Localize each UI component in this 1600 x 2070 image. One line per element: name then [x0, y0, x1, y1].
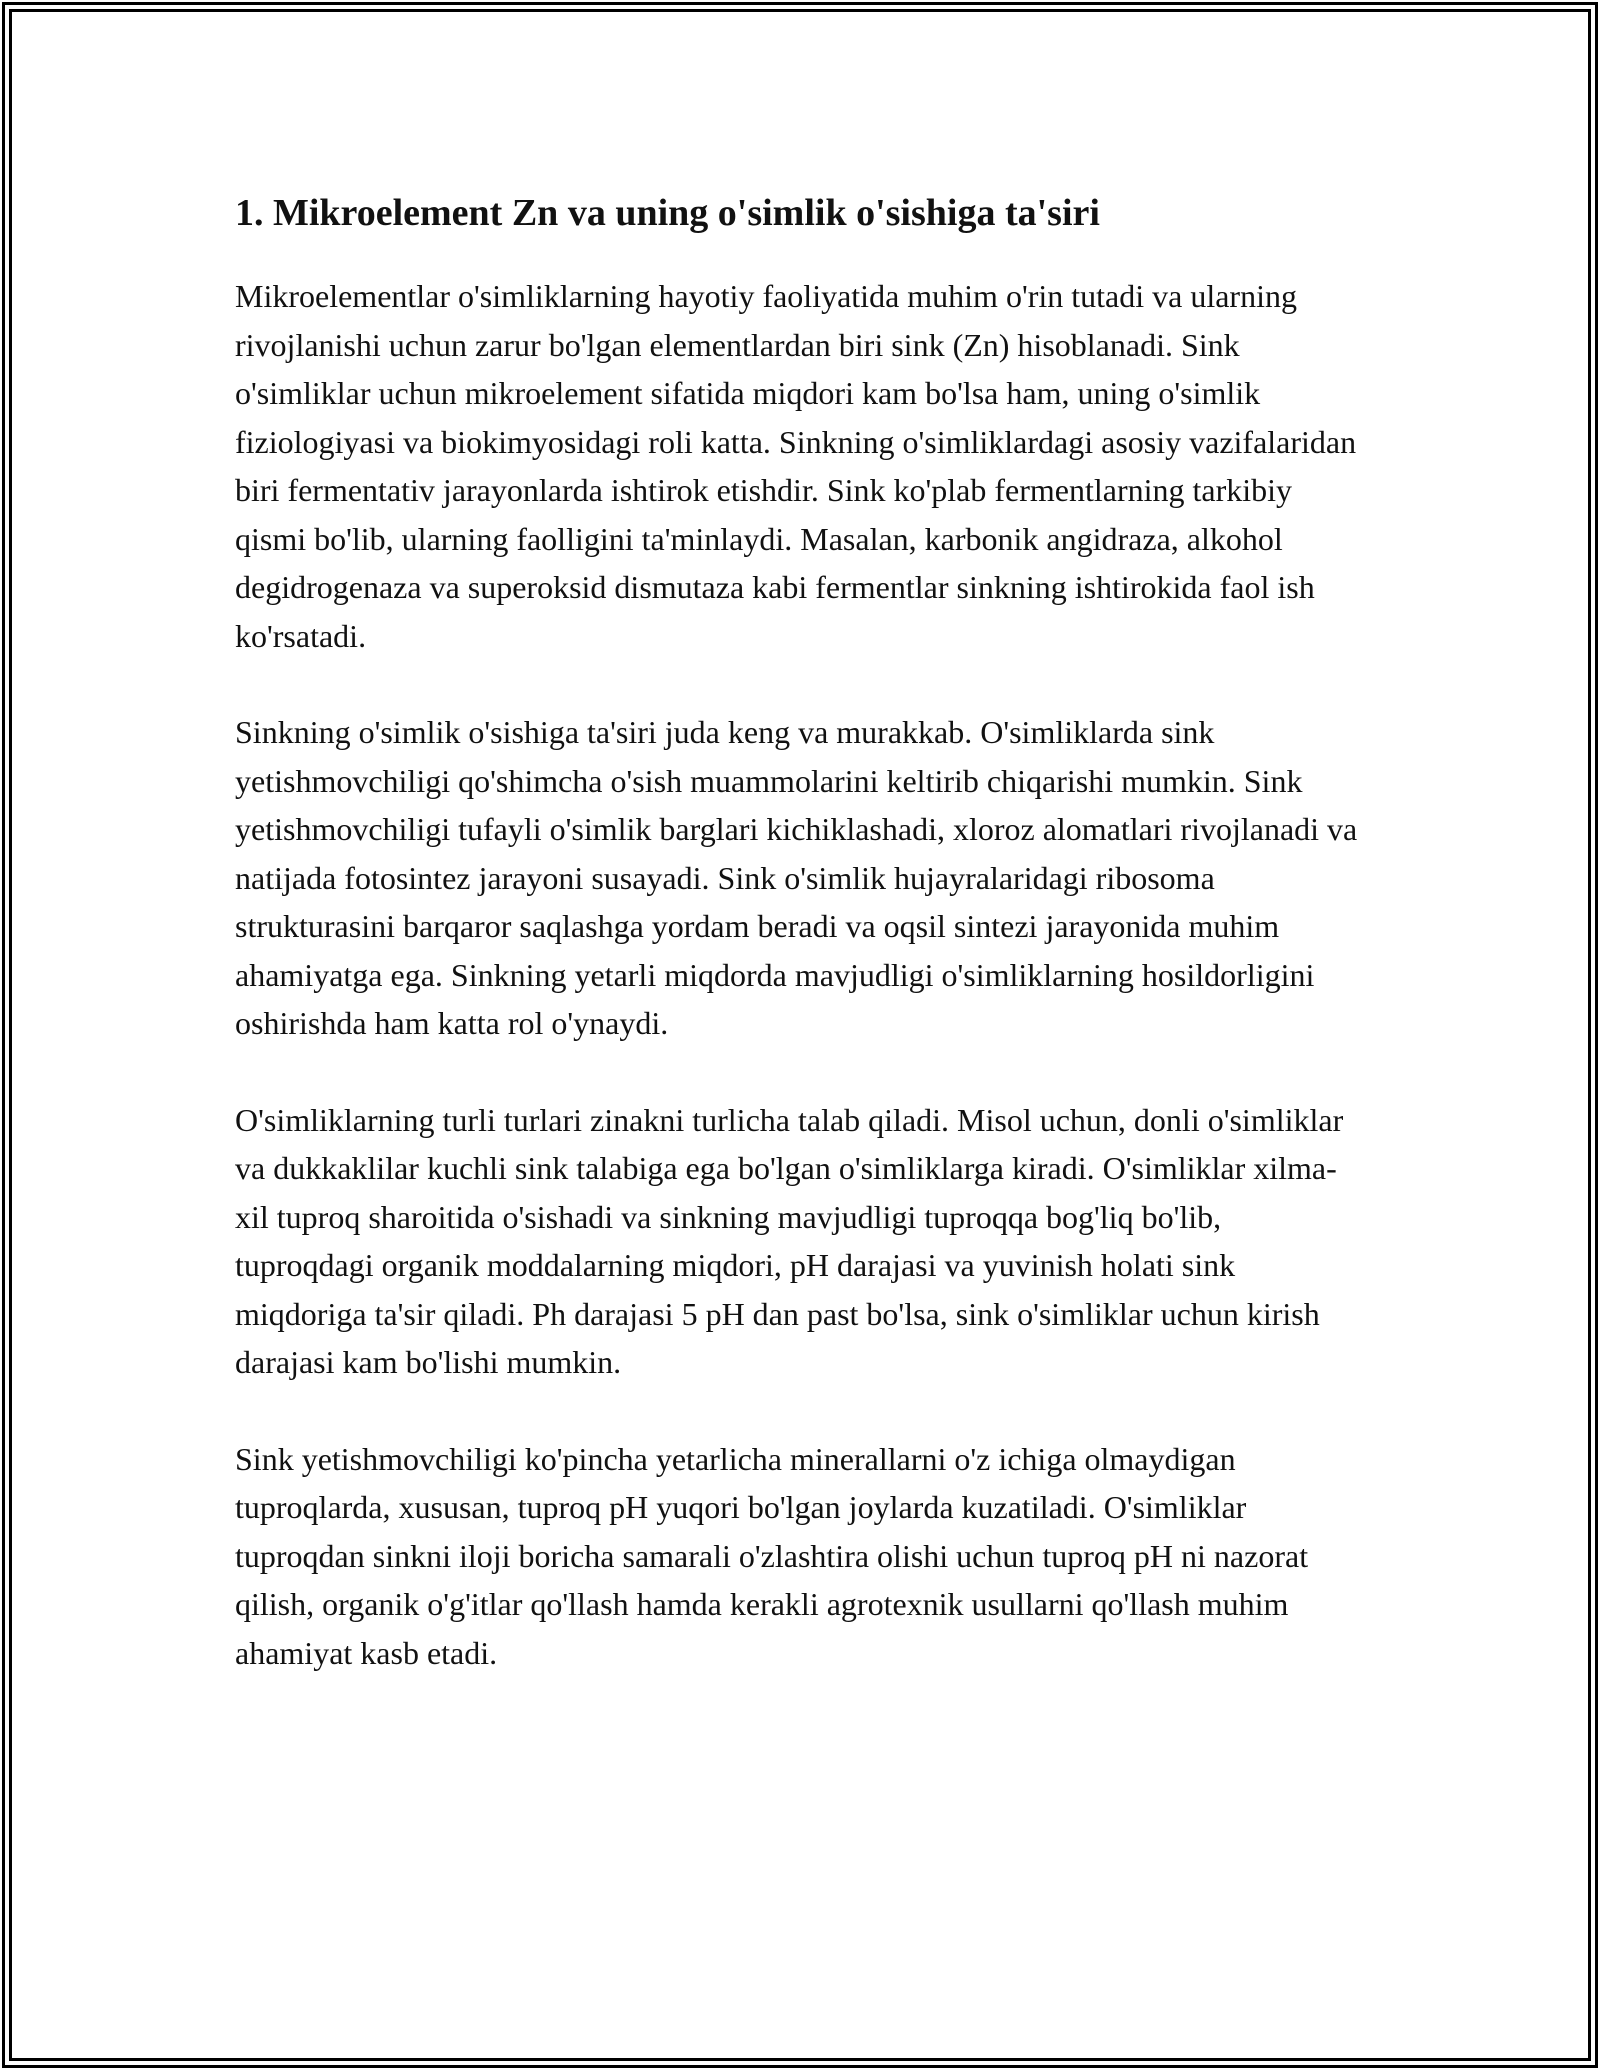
document-body: [235, 186, 1365, 1725]
paragraph-4: Sink yetishmovchiligi ko'pincha yetarlicha minerallarni o'z ichiga olmaydigan tuproqlarda, xususan, tuproq pH yuqori bo'lgan joylarda kuzatiladi. O'simliklar tuproqdan sinkni iloji boricha samarali o'zlashtira olishi uchun tuproq pH ni nazorat qilish, organik o'g'itlar qo'llash hamda kerakli agrotexnik usullarni qo'llash muhim ahamiyat kasb etadi.: [235, 1440, 1309, 1671]
paragraph-1: Mikroelementlar o'simliklarning hayotiy faoliyatida muhim o'rin tutadi va ularning rivojlanishi uchun zarur bo'lgan elementlardan biri sink (Zn) hisoblanadi. Sink o'simliklar uchun mikroelement sifatida miqdori kam bo'lsa ham, uning o'simlik fiziologiyasi va biokimyosidagi roli katta. Sinkning o'simliklardagi asosiy vazifalaridan biri fermentativ jarayonlarda ishtirok etishdir. Sink ko'plab fermentlarning tarkibiy qismi bo'lib, ularning faolligini ta'minlaydi. Masalan, karbonik angidraza, alkohol degidrogenaza va superoksid dismutaza kabi fermentlar sinkning ishtirokida faol ish ko'rsatadi.: [235, 278, 1357, 654]
section-heading: 1. Mikroelement Zn va uning o'simlik o'sishiga ta'siri: [235, 192, 1100, 234]
paragraph-3: O'simliklarning turli turlari zinakni turlicha talab qiladi. Misol uchun, donli o'simliklar va dukkaklilar kuchli sink talabiga ega bo'lgan o'simliklarga kiradi. O'simliklar xilma-xil tuproq sharoitida o'sishadi va sinkning mavjudligi tuproqqa bog'liq bo'lib, tuproqdagi organik moddalarning miqdori, pH darajasi va yuvinish holati sink miqdoriga ta'sir qiladi. Ph darajasi 5 pH dan past bo'lsa, sink o'simliklar uchun kirish darajasi kam bo'lishi mumkin.: [235, 1101, 1344, 1380]
paragraph-2: Sinkning o'simlik o'sishiga ta'siri juda keng va murakkab. O'simliklarda sink yetishmovchiligi qo'shimcha o'sish muammolarini keltirib chiqarishi mumkin. Sink yetishmovchiligi tufayli o'simlik barglari kichiklashadi, xloroz alomatlari rivojlanadi va natijada fotosintez jarayoni susayadi. Sink o'simlik hujayralaridagi ribosoma strukturasini barqaror saqlashga yordam beradi va oqsil sintezi jarayonida muhim ahamiyatga ega. Sinkning yetarli miqdorda mavjudligi o'simliklarning hosildorligini oshirishda ham katta rol o'ynaydi.: [235, 714, 1358, 1041]
